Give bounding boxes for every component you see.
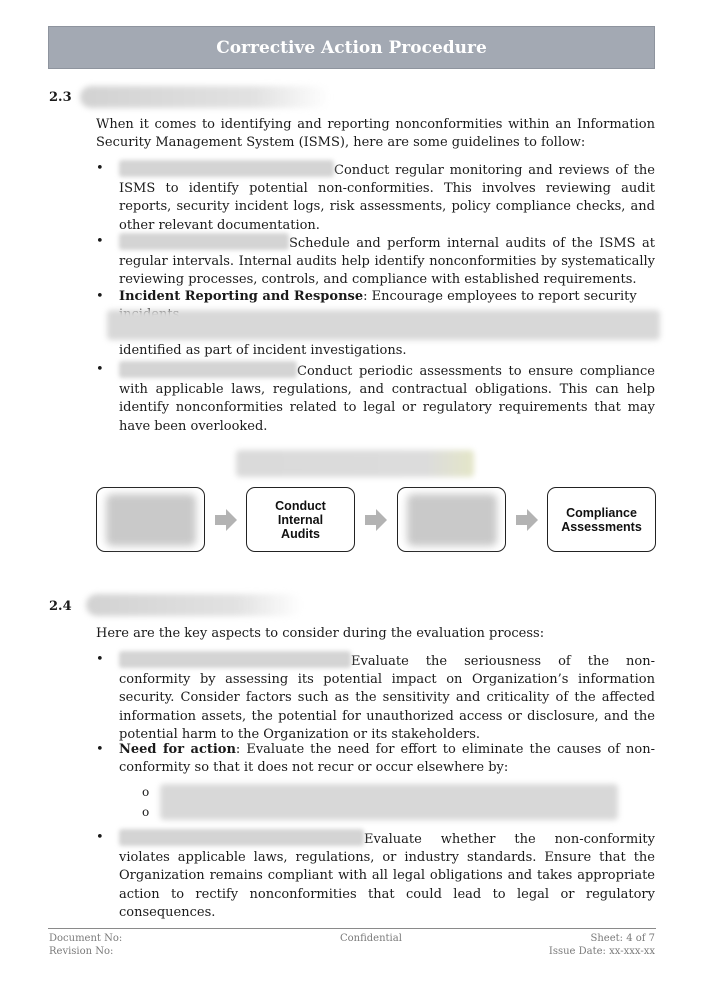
page-title	[48, 26, 655, 69]
bullet-dot: •	[96, 742, 104, 757]
flow-step-internal-audits	[246, 487, 355, 552]
bullet-item: Conduct regular monitoring and reviews of the ISMS to identify potential non-conformities. This involves reviewing audit reports, security incident logs, risk assessments, policy compliance checks, and other relevant documentation.	[119, 160, 655, 235]
footer-issue-date: Issue Date: xx-xxx-xx	[548, 946, 655, 957]
footer-sheet: Sheet: 4 of 7	[590, 933, 655, 944]
section-2-3-intro: When it comes to identifying and reporting nonconformities within an Information Security Management System (ISMS), here are some guidelines to follow:	[96, 117, 655, 151]
redacted-block	[107, 310, 660, 340]
section-2-4-intro: Here are the key aspects to consider during the evaluation process:	[96, 626, 545, 641]
bullet-item-tail: identified as part of incident investigations.	[119, 343, 407, 358]
bullet-dot: •	[96, 161, 104, 176]
bullet-dot: •	[96, 652, 104, 667]
bullet-item: Conduct periodic assessments to ensure compliance with applicable laws, regulations, and contractual obligations. This can help identify nonconformities related to legal or regulatory requirements that may have been overlooked.	[119, 361, 655, 436]
bullet-heading-redacted	[119, 829, 364, 846]
bullet-heading-redacted	[119, 361, 297, 378]
section-heading-redacted	[86, 594, 302, 616]
arrow-right-icon	[515, 508, 539, 532]
section-number-2-3: 2.3	[49, 90, 72, 105]
page-title-text: Corrective Action Procedure	[216, 37, 487, 58]
flow-step-label: Conduct Internal Audits	[275, 498, 326, 541]
footer-document-no: Document No:	[49, 933, 123, 944]
flow-step-label: Compliance Assessments	[561, 505, 642, 534]
arrow-right-icon	[364, 508, 388, 532]
flow-step-3	[397, 487, 506, 552]
bullet-heading-redacted	[119, 651, 351, 668]
bullet-item: Schedule and perform internal audits of the ISMS at regular intervals. Internal audits help identify nonconformities by systematically reviewing processes, controls, and compliance with established requirements.	[119, 233, 655, 290]
bullet-dot: •	[96, 234, 104, 249]
footer-divider	[48, 928, 656, 929]
footer-revision-no: Revision No:	[49, 946, 114, 957]
bullet-item: Need for action: Evaluate the need for effort to eliminate the causes of non-conformity so that it does not recur or occur elsewhere by:	[119, 742, 655, 776]
arrow-right-icon	[214, 508, 238, 532]
bullet-heading-redacted	[119, 160, 334, 177]
flow-step-redacted	[106, 494, 196, 546]
section-heading-redacted	[80, 86, 330, 108]
sub-bullet-circle: o	[142, 785, 150, 799]
bullet-dot: •	[96, 289, 104, 304]
flow-step-compliance	[547, 487, 656, 552]
flow-step-redacted	[407, 494, 497, 546]
section-number-2-4: 2.4	[49, 599, 72, 614]
bullet-item: Evaluate the seriousness of the non-conformity by assessing its potential impact on Organization’s information security. Consider factors such as the sensitivity and criticality of the affected information assets, the potential for unauthorized access or disclosure, and the potential harm to the Organization or its stakeholders.	[119, 651, 655, 744]
flow-title-redacted	[236, 450, 474, 477]
sub-bullet-circle: o	[142, 805, 150, 819]
flow-step-1	[96, 487, 205, 552]
bullet-heading-redacted	[119, 233, 289, 250]
footer-confidential: Confidential	[340, 933, 402, 944]
bullet-item: Incident Reporting and Response: Encourage employees to report security	[119, 289, 637, 304]
bullet-dot: •	[96, 830, 104, 845]
redacted-sub-items	[160, 784, 618, 820]
bullet-dot: •	[96, 362, 104, 377]
bullet-item: Evaluate whether the non-conformity violates applicable laws, regulations, or industry standards. Ensure that the Organization remains compliant with all legal obligations and takes appropriate action to rectify nonconformities that could lead to legal or regulatory consequences.	[119, 829, 655, 922]
